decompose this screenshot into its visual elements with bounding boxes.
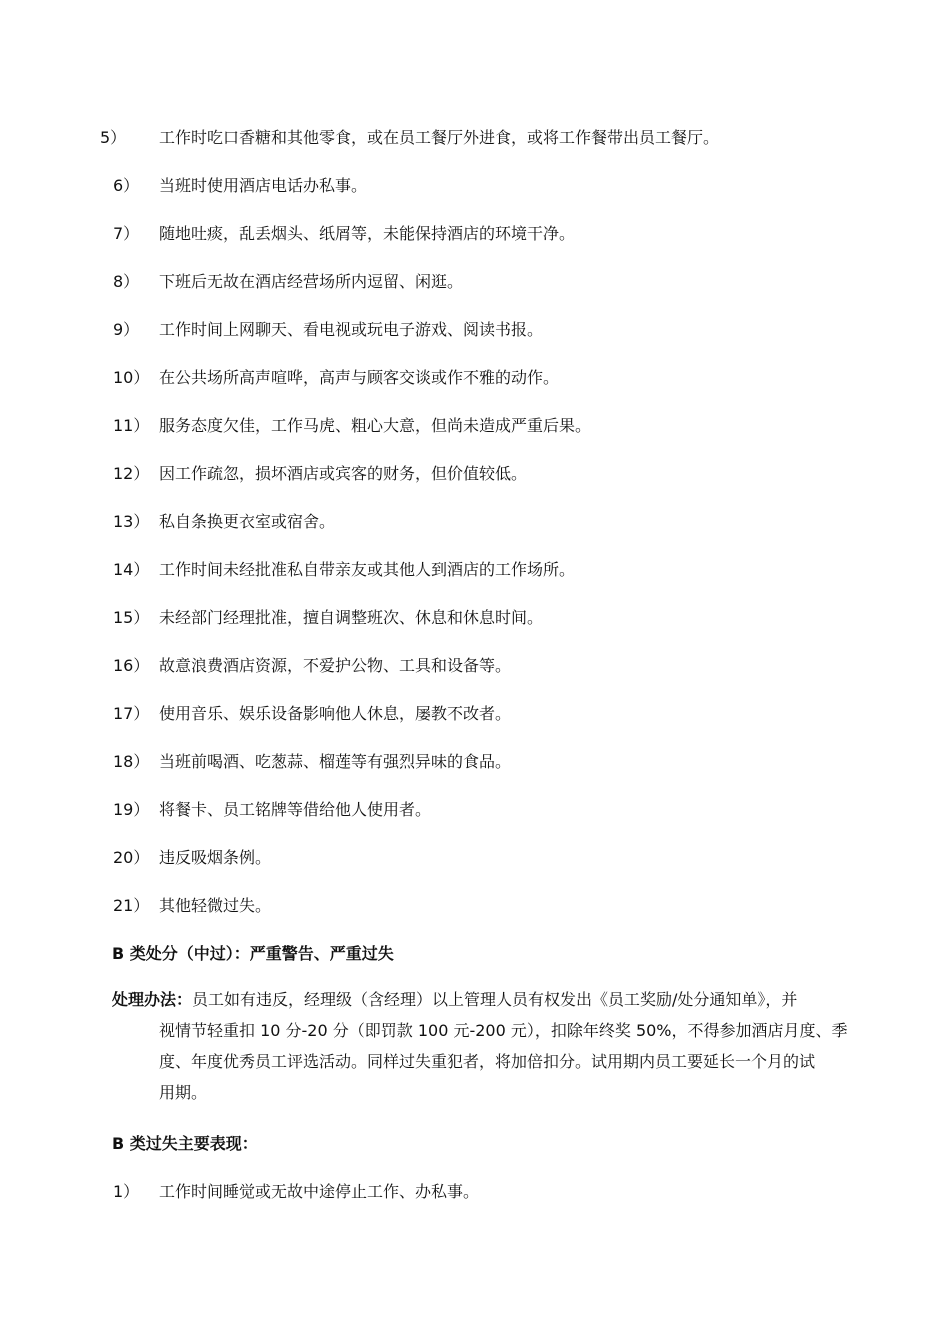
item-number: 20）	[113, 848, 150, 867]
item-text: 工作时间未经批准私自带亲友或其他人到酒店的工作场所。	[159, 560, 576, 579]
item-number: 10）	[113, 368, 150, 387]
section-b-main-title: B 类过失主要表现：	[112, 1134, 258, 1153]
item-number: 15）	[113, 608, 150, 627]
list-item	[0, 893, 950, 919]
item-number: 1）	[113, 1182, 140, 1201]
item-text: 工作时吃口香糖和其他零食，或在员工餐厅外进食，或将工作餐带出员工餐厅。	[159, 128, 720, 147]
handling-text: 员工如有违反，经理级（含经理）以上管理人员有权发出《员工奖励/处分通知单》，并	[192, 990, 798, 1009]
list-item	[0, 413, 950, 439]
item-text: 其他轻微过失。	[159, 896, 272, 915]
item-text: 下班后无故在酒店经营场所内逗留、闲逛。	[159, 272, 464, 291]
handling-line: 视情节轻重扣 10 分-20 分（即罚款 100 元-200 元），扣除年终奖 50%，不得参加酒店月度、季	[159, 1021, 848, 1040]
list-item	[0, 557, 950, 583]
item-text: 当班前喝酒、吃葱蒜、榴莲等有强烈异味的食品。	[159, 752, 512, 771]
list-item	[0, 461, 950, 487]
item-number: 12）	[113, 464, 150, 483]
list-item	[0, 797, 950, 823]
handling-label: 处理办法：	[112, 990, 193, 1009]
item-number: 16）	[113, 656, 150, 675]
handling-line: 用期。	[159, 1083, 208, 1102]
item-text: 在公共场所高声喧哗，高声与顾客交谈或作不雅的动作。	[159, 368, 560, 387]
handling-line: 度、年度优秀员工评选活动。同样过失重犯者，将加倍扣分。试用期内员工要延长一个月的试	[159, 1052, 816, 1071]
item-number: 11）	[113, 416, 150, 435]
item-number: 7）	[113, 224, 140, 243]
item-text: 服务态度欠佳，工作马虎、粗心大意，但尚未造成严重后果。	[159, 416, 592, 435]
list-item	[0, 845, 950, 871]
item-number: 17）	[113, 704, 150, 723]
item-text: 违反吸烟条例。	[159, 848, 272, 867]
item-text: 因工作疏忽，损坏酒店或宾客的财务，但价值较低。	[159, 464, 528, 483]
item-text: 当班时使用酒店电话办私事。	[159, 176, 368, 195]
handling-line	[112, 984, 882, 1015]
item-number: 6）	[113, 176, 140, 195]
list-item	[0, 1179, 950, 1205]
list-item	[0, 509, 950, 535]
section-b-title: B 类处分（中过）：严重警告、严重过失	[112, 944, 394, 963]
list-item	[0, 173, 950, 199]
list-item	[0, 749, 950, 775]
item-number: 13）	[113, 512, 150, 531]
item-text: 故意浪费酒店资源，不爱护公物、工具和设备等。	[159, 656, 512, 675]
handling-paragraph	[112, 984, 882, 1108]
list-item	[0, 317, 950, 343]
item-text: 私自条换更衣室或宿舍。	[159, 512, 336, 531]
item-text: 工作时间睡觉或无故中途停止工作、办私事。	[159, 1182, 480, 1201]
item-number: 14）	[113, 560, 150, 579]
list-item	[0, 653, 950, 679]
list-item	[0, 365, 950, 391]
list-item	[0, 221, 950, 247]
item-text: 使用音乐、娱乐设备影响他人休息，屡教不改者。	[159, 704, 512, 723]
item-text: 工作时间上网聊天、看电视或玩电子游戏、阅读书报。	[159, 320, 544, 339]
list-item	[0, 605, 950, 631]
list-item	[0, 701, 950, 727]
item-number: 19）	[113, 800, 150, 819]
item-number: 8）	[113, 272, 140, 291]
item-text: 未经部门经理批准，擅自调整班次、休息和休息时间。	[159, 608, 544, 627]
item-number: 21）	[113, 896, 150, 915]
item-number: 9）	[113, 320, 140, 339]
item-number: 18）	[113, 752, 150, 771]
item-text: 随地吐痰，乱丢烟头、纸屑等，未能保持酒店的环境干净。	[159, 224, 576, 243]
list-item	[0, 125, 950, 151]
item-number: 5）	[100, 128, 127, 147]
list-item	[0, 269, 950, 295]
item-text: 将餐卡、员工铭牌等借给他人使用者。	[159, 800, 432, 819]
